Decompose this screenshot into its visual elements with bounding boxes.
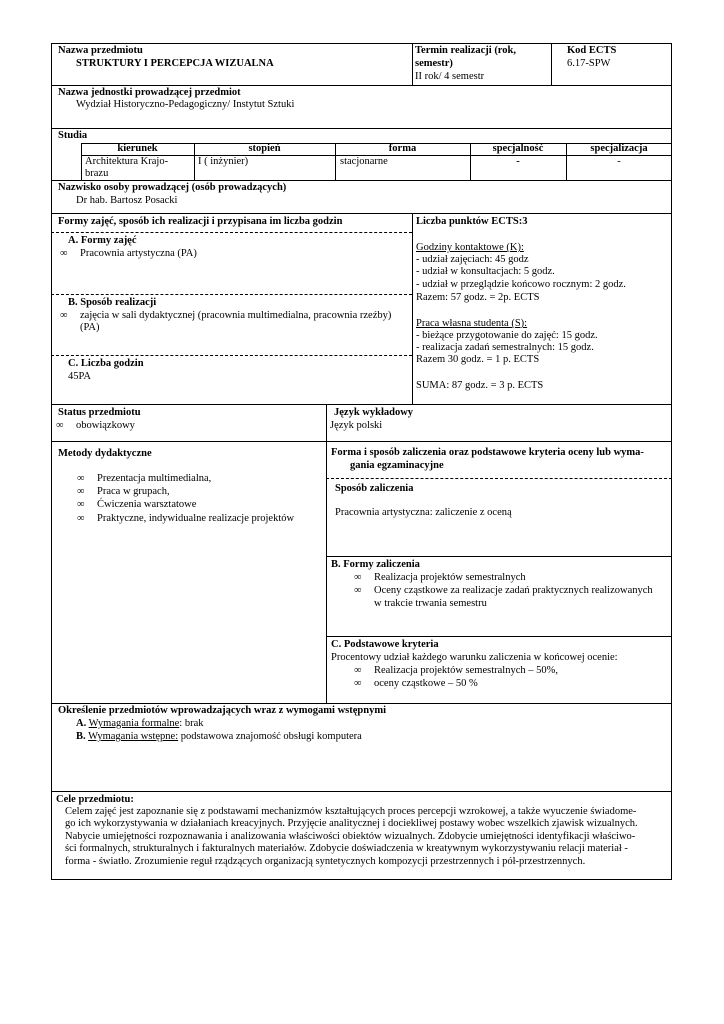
- forms-heading: Formy zajęć, sposób ich realizacji i przypisana im liczba godzin: [58, 216, 343, 227]
- forms-b-item-cont: (PA): [80, 322, 100, 333]
- methods-label: Metody dydaktyczne: [58, 448, 152, 459]
- divider: [51, 404, 672, 405]
- ects-code-value: 6.17-SPW: [567, 58, 611, 69]
- divider: [326, 441, 327, 703]
- ects-contact-line: - udział w konsultacjach: 5 godz.: [416, 266, 555, 277]
- assessment-criteria-intro: Procentowy udział każdego warunku zaliczenia w końcowej ocenie:: [331, 652, 618, 663]
- assessment-forms-item: ∞ Oceny cząstkowe za realizacje zadań praktycznych realizowanych: [374, 585, 653, 598]
- ects-contact-total: Razem: 57 godz. = 2p. ECTS: [416, 292, 540, 303]
- prereq-a-link: Wymagania formalne: [88, 718, 180, 729]
- language-label: Język wykładowy: [334, 407, 414, 418]
- methods-item: ∞ Ćwiczenia warsztatowe: [97, 499, 196, 512]
- ects-own-line: - realizacja zadań semestralnych: 15 godz.: [416, 342, 594, 353]
- divider: [412, 213, 413, 404]
- assessment-forms-title: B. Formy zaliczenia: [331, 559, 420, 570]
- forms-a-item: ∞ Pracownia artystyczna (PA): [80, 248, 197, 261]
- col-specjalnosc: specjalność: [492, 143, 544, 154]
- divider: [51, 85, 672, 86]
- assessment-forms-item-cont: w trakcie trwania semestru: [374, 598, 487, 609]
- cell-kierunek-2: brazu: [85, 168, 109, 179]
- subject-name-label: Nazwa przedmiotu: [58, 45, 143, 56]
- language-value: Język polski: [330, 420, 383, 431]
- ects-code-label: Kod ECTS: [567, 45, 617, 56]
- lecturer-value: Dr hab. Bartosz Posacki: [76, 195, 178, 206]
- col-kierunek: kierunek: [117, 143, 158, 154]
- col-forma: forma: [388, 143, 417, 154]
- status-value: ∞ obowiązkowy: [76, 420, 135, 433]
- divider: [51, 180, 672, 181]
- ects-contact-line: - udział zajęciach: 45 godz: [416, 254, 529, 265]
- goals-line: go ich wykorzystywania w działaniach kreacyjnych. Przyjęcie analitycznej i dociekliwej postawy wobec wszelkich zjawisk wizualnych.: [65, 818, 638, 829]
- ects-own-line: - bieżące przygotowanie do zajęć: 15 godz.: [416, 330, 598, 341]
- divider: [51, 791, 672, 792]
- assessment-criteria-item: ∞ oceny cząstkowe – 50 %: [374, 678, 478, 691]
- cell-specjalnosc: -: [516, 156, 520, 167]
- divider: [51, 128, 672, 129]
- forms-b-item: ∞ zajęcia w sali dydaktycznej (pracownia multimedialna, pracownia rzeźby): [80, 310, 391, 323]
- assessment-forms-item: ∞ Realizacja projektów semestralnych: [374, 572, 526, 585]
- ects-contact-title: Godziny kontaktowe (K):: [416, 242, 524, 253]
- goals-line: forma - światło. Zrozumienie reguł rządzących organizacją syntetycznych kompozycji przestrzennych i pół-przestrzennych.: [65, 856, 586, 867]
- dashed-divider: [51, 232, 412, 233]
- term-value: II rok/ 4 semestr: [415, 71, 485, 82]
- goals-line: Celem zajęć jest zapoznanie się z podstawami mechanizmów kształtujących proces percepcji wzrokowej, a także wyuczenie świadome-: [65, 806, 637, 817]
- assessment-heading-cont: gania egzaminacyjne: [350, 460, 444, 471]
- assessment-heading: Forma i sposób zaliczenia oraz podstawowe kryteria oceny lub wyma-: [331, 447, 644, 458]
- goals-line: ści formalnych, strukturalnych i fakturalnych materiałów. Zdobycie doświadczenia w kreatywnym wykorzystywaniu relacji materiał -: [65, 843, 628, 854]
- col-stopien: stopień: [248, 143, 281, 154]
- cell-stopien: I ( inżynier): [198, 156, 249, 167]
- divider: [51, 213, 672, 214]
- dashed-divider: [326, 478, 672, 479]
- divider: [326, 404, 327, 441]
- divider: [412, 43, 413, 85]
- cell-specjalizacja: -: [617, 156, 621, 167]
- forms-a-title: A. Formy zajęć: [68, 235, 137, 246]
- term-label-2: semestr): [415, 58, 453, 69]
- prereq-label: Określenie przedmiotów wprowadzających wraz z wymogami wstępnymi: [58, 705, 386, 716]
- assessment-method-value: Pracownia artystyczna: zaliczenie z oceną: [335, 507, 512, 518]
- divider: [551, 43, 552, 85]
- ects-own-title: Praca własna studenta (S):: [416, 318, 528, 329]
- forms-c-value: 45PA: [68, 371, 91, 382]
- dashed-divider: [51, 294, 412, 295]
- goals-line: Nabycie umiejętności rozpoznawania i analizowania właściwości obiektów wizualnych. Zdobycie umiejętności identyfikacji właściwo-: [65, 831, 636, 842]
- divider: [326, 556, 672, 557]
- forms-c-title: C. Liczba godzin: [68, 358, 144, 369]
- prereq-b: B. Wymagania wstępne: podstawowa znajomość obsługi komputera: [76, 731, 362, 742]
- unit-value: Wydział Historyczno-Pedagogiczny/ Instytut Sztuki: [76, 99, 295, 110]
- assessment-criteria-title: C. Podstawowe kryteria: [331, 639, 439, 650]
- status-label: Status przedmiotu: [58, 407, 141, 418]
- col-specjalizacja: specjalizacja: [590, 143, 648, 154]
- cell-kierunek-1: Architektura Krajo-: [85, 156, 169, 167]
- ects-heading: Liczba punktów ECTS:3: [416, 216, 528, 227]
- subject-name-value: STRUKTURY I PERCEPCJA WIZUALNA: [76, 58, 274, 69]
- unit-label: Nazwa jednostki prowadzącej przedmiot: [58, 87, 241, 98]
- ects-own-total: Razem 30 godz. = 1 p. ECTS: [416, 354, 540, 365]
- methods-item: ∞ Praktyczne, indywidualne realizacje projektów: [97, 513, 294, 526]
- studies-label: Studia: [58, 130, 88, 141]
- term-label-1: Termin realizacji (rok,: [415, 45, 516, 56]
- forms-b-title: B. Sposób realizacji: [68, 297, 157, 308]
- prereq-b-link: Wymagania wstępne:: [88, 731, 179, 742]
- prereq-a: A. Wymagania formalne: brak: [76, 718, 204, 729]
- lecturer-label: Nazwisko osoby prowadzącej (osób prowadzących): [58, 182, 287, 193]
- dashed-divider: [51, 355, 412, 356]
- divider: [51, 703, 672, 704]
- assessment-criteria-item: ∞ Realizacja projektów semestralnych – 50%,: [374, 665, 558, 678]
- divider: [51, 441, 672, 442]
- methods-item: ∞ Prezentacja multimedialna,: [97, 473, 211, 486]
- methods-item: ∞ Praca w grupach,: [97, 486, 170, 499]
- goals-label: Cele przedmiotu:: [56, 794, 134, 805]
- assessment-method-title: Sposób zaliczenia: [335, 483, 414, 494]
- cell-forma: stacjonarne: [340, 156, 388, 167]
- divider: [326, 636, 672, 637]
- ects-contact-line: - udział w przeglądzie końcowo rocznym: 2 godz.: [416, 279, 626, 290]
- ects-sum: SUMA: 87 godz. = 3 p. ECTS: [416, 380, 544, 391]
